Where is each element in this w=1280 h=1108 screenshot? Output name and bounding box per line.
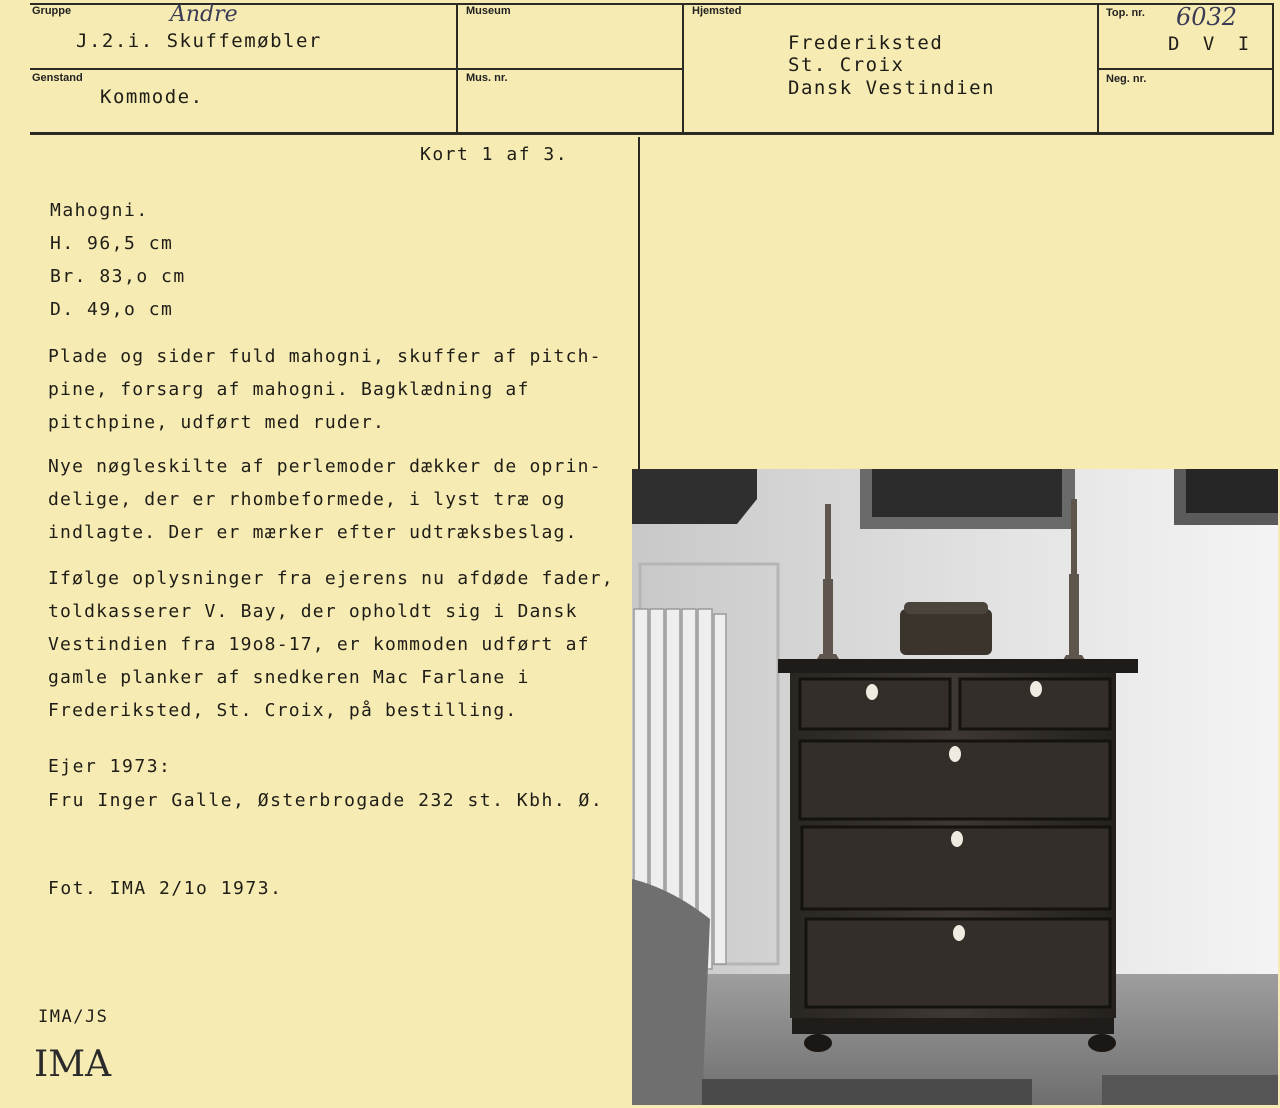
text-line: Ifølge oplysninger fra ejerens nu afdøde fader, bbox=[48, 568, 614, 589]
gruppe-label: Gruppe bbox=[32, 5, 72, 17]
top-nr-handwritten: 6032 bbox=[1176, 3, 1238, 31]
hjemsted-label: Hjemsted bbox=[692, 5, 742, 17]
header-mid-rule-right bbox=[1098, 68, 1274, 70]
dimension-width: Br. 83,o cm bbox=[50, 266, 186, 287]
text-line: indlagte. Der er mærker efter udtræksbeslag. bbox=[48, 522, 578, 543]
top-nr-label: Top. nr. bbox=[1106, 7, 1145, 19]
text-line: pitchpine, udført med ruder. bbox=[48, 412, 386, 433]
keyhole-paragraph bbox=[48, 450, 628, 549]
neg-nr-label: Neg. nr. bbox=[1106, 73, 1147, 85]
hjemsted-line-1: Frederiksted bbox=[788, 32, 944, 54]
header-mid-rule bbox=[30, 68, 684, 70]
text-line: toldkasserer V. Bay, der opholdt sig i Dansk bbox=[48, 601, 578, 622]
initials: IMA/JS bbox=[38, 1007, 109, 1027]
owner-heading: Ejer 1973: bbox=[48, 756, 172, 777]
commode-photograph bbox=[632, 469, 1278, 1105]
hjemsted-line-2: St. Croix bbox=[788, 54, 905, 76]
dimension-depth: D. 49,o cm bbox=[50, 299, 174, 320]
text-line: Vestindien fra 19o8-17, er kommoden udført af bbox=[48, 634, 590, 655]
text-line: delige, der er rhombeformede, i lyst træ og bbox=[48, 489, 566, 510]
header-divider-2 bbox=[682, 3, 684, 133]
construction-paragraph bbox=[48, 340, 628, 439]
museum-label: Museum bbox=[466, 5, 511, 17]
owner-name-address: Fru Inger Galle, Østerbrogade 232 st. Kbh. Ø. bbox=[48, 790, 604, 811]
top-nr-value: D V I bbox=[1168, 33, 1256, 55]
dimension-height: H. 96,5 cm bbox=[50, 233, 174, 254]
hjemsted-line-3: Dansk Vestindien bbox=[788, 77, 996, 99]
genstand-value: Kommode. bbox=[100, 86, 204, 108]
mus-nr-label: Mus. nr. bbox=[466, 72, 508, 84]
gruppe-value: J.2.i. Skuffemøbler bbox=[76, 30, 322, 52]
header-edge-right bbox=[1272, 3, 1274, 133]
material: Mahogni. bbox=[50, 200, 149, 221]
header-divider-1 bbox=[456, 3, 458, 133]
provenance-paragraph bbox=[48, 562, 628, 727]
header-bottom-rule bbox=[30, 132, 1274, 135]
gruppe-handwritten-note: Andre bbox=[170, 2, 238, 27]
text-line: Frederiksted, St. Croix, på bestilling. bbox=[48, 700, 518, 721]
text-line: Plade og sider fuld mahogni, skuffer af pitch- bbox=[48, 346, 602, 367]
genstand-label: Genstand bbox=[32, 72, 83, 84]
photo-credit: Fot. IMA 2/1o 1973. bbox=[48, 878, 283, 899]
text-line: Nye nøgleskilte af perlemoder dækker de oprin- bbox=[48, 456, 602, 477]
card-number: Kort 1 af 3. bbox=[420, 144, 569, 165]
header-divider-3 bbox=[1097, 3, 1099, 133]
body-column-divider bbox=[638, 137, 640, 469]
text-line: pine, forsarg af mahogni. Bagklædning af bbox=[48, 379, 530, 400]
text-line: gamle planker af snedkeren Mac Farlane i bbox=[48, 667, 530, 688]
signature: IMA bbox=[34, 1044, 112, 1085]
